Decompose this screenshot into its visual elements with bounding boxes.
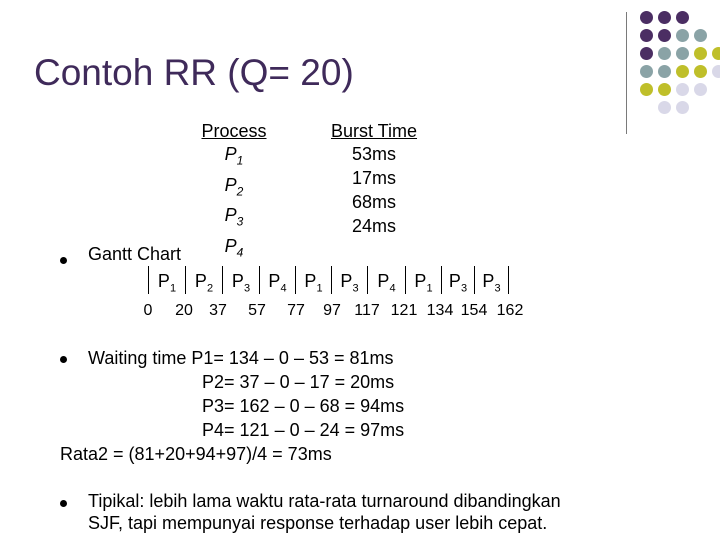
gantt-chart (148, 266, 509, 294)
gantt-process-label: P (377, 271, 390, 291)
decorative-dot (658, 47, 671, 60)
tipikal-line: Tipikal: lebih lama waktu rata-rata turnaround dibandingkan (88, 491, 561, 511)
gantt-time-tick: 121 (390, 302, 418, 319)
waiting-line: P4= 121 – 0 – 24 = 97ms (202, 420, 405, 440)
process-sub: 4 (236, 245, 244, 260)
bullet-icon (60, 257, 67, 264)
decorative-dot (640, 29, 653, 42)
waiting-line: P3= 162 – 0 – 68 = 94ms (202, 396, 405, 416)
decorative-divider (626, 12, 627, 134)
gantt-segment (368, 266, 406, 294)
gantt-time-tick: 117 (354, 302, 380, 319)
gantt-segment (406, 266, 442, 294)
burst-column (322, 120, 426, 238)
gantt-process-sub: 2 (206, 282, 214, 295)
process-column (196, 120, 272, 264)
decorative-dot (640, 65, 653, 78)
process-label: P (224, 205, 237, 226)
gantt-time-tick: 20 (175, 302, 193, 319)
process-sub: 2 (236, 184, 244, 199)
waiting-line: Waiting time P1= 134 – 0 – 53 = 81ms (88, 348, 394, 368)
decorative-dot (712, 65, 720, 78)
process-row (196, 173, 272, 204)
process-row (196, 142, 272, 173)
decorative-dot (640, 11, 653, 24)
decorative-dot (676, 83, 689, 96)
gantt-segment (332, 266, 368, 294)
process-sub: 1 (236, 153, 244, 168)
gantt-segment (442, 266, 475, 294)
process-label: P (224, 174, 237, 195)
decorative-dot (676, 101, 689, 114)
gantt-time-tick: 0 (143, 302, 153, 319)
gantt-process-label: P (340, 271, 353, 291)
gantt-process-label: P (194, 271, 207, 291)
waiting-time-block (88, 346, 404, 442)
gantt-process-sub: 3 (494, 282, 501, 295)
process-header: Process (201, 121, 267, 141)
decorative-dot (694, 47, 707, 60)
decorative-dot (676, 47, 689, 60)
gantt-process-label: P (304, 271, 317, 291)
slide-title: Contoh RR (Q= 20) (34, 52, 354, 93)
gantt-segment (148, 266, 186, 294)
gantt-time-tick: 134 (426, 302, 454, 319)
decorative-dot (640, 47, 653, 60)
gantt-process-sub: 1 (316, 282, 323, 295)
decorative-dot (676, 29, 689, 42)
gantt-process-sub: 1 (426, 282, 433, 295)
process-sub: 3 (236, 214, 244, 229)
burst-header: Burst Time (330, 121, 418, 141)
bullet-icon (60, 500, 67, 507)
decorative-dot (712, 47, 720, 60)
decorative-dot (694, 83, 707, 96)
bullet-icon (60, 356, 67, 363)
gantt-time-tick: 97 (323, 302, 341, 319)
decorative-dot (640, 83, 653, 96)
gantt-label: Gantt Chart (88, 244, 182, 264)
gantt-segment (296, 266, 332, 294)
burst-value: 68ms (351, 192, 396, 212)
gantt-segment (475, 266, 509, 294)
average-waiting-time: Rata2 = (81+20+94+97)/4 = 73ms (60, 444, 332, 464)
decorative-dot (658, 29, 671, 42)
burst-value: 17ms (351, 168, 396, 188)
waiting-line: P2= 37 – 0 – 17 = 20ms (202, 372, 395, 392)
decorative-dot (694, 65, 707, 78)
process-label: P (224, 235, 237, 256)
gantt-process-sub: 3 (352, 282, 359, 295)
decorative-dot (676, 65, 689, 78)
decorative-dot (658, 101, 671, 114)
decorative-dot (676, 11, 689, 24)
burst-value: 53ms (351, 144, 396, 164)
process-label: P (224, 144, 237, 164)
gantt-time-tick: 57 (248, 302, 266, 319)
gantt-process-label: P (448, 271, 461, 291)
gantt-process-label: P (482, 271, 495, 291)
decorative-dot (658, 65, 671, 78)
gantt-process-sub: 1 (169, 282, 177, 295)
decorative-dot (658, 11, 671, 24)
gantt-process-sub: 4 (280, 282, 287, 295)
gantt-time-tick: 154 (460, 302, 488, 319)
gantt-process-label: P (268, 271, 281, 291)
gantt-time-tick: 162 (496, 302, 524, 319)
tipikal-note (88, 490, 648, 534)
gantt-segment (186, 266, 223, 294)
gantt-time-tick: 77 (287, 302, 305, 319)
gantt-process-sub: 3 (243, 282, 251, 295)
gantt-process-sub: 4 (389, 282, 396, 295)
process-row (196, 203, 272, 234)
gantt-process-label: P (414, 271, 427, 291)
gantt-segment (260, 266, 296, 294)
process-row (196, 234, 272, 265)
gantt-time-tick: 37 (209, 302, 227, 319)
gantt-process-label: P (231, 271, 244, 291)
tipikal-line: SJF, tapi mempunyai response terhadap user lebih cepat. (88, 513, 548, 533)
decorative-dot (658, 83, 671, 96)
gantt-segment (223, 266, 260, 294)
gantt-process-sub: 3 (460, 282, 468, 295)
burst-value: 24ms (351, 216, 396, 236)
gantt-process-label: P (157, 271, 170, 291)
decorative-dot (694, 29, 707, 42)
gantt-time-axis (0, 300, 720, 322)
